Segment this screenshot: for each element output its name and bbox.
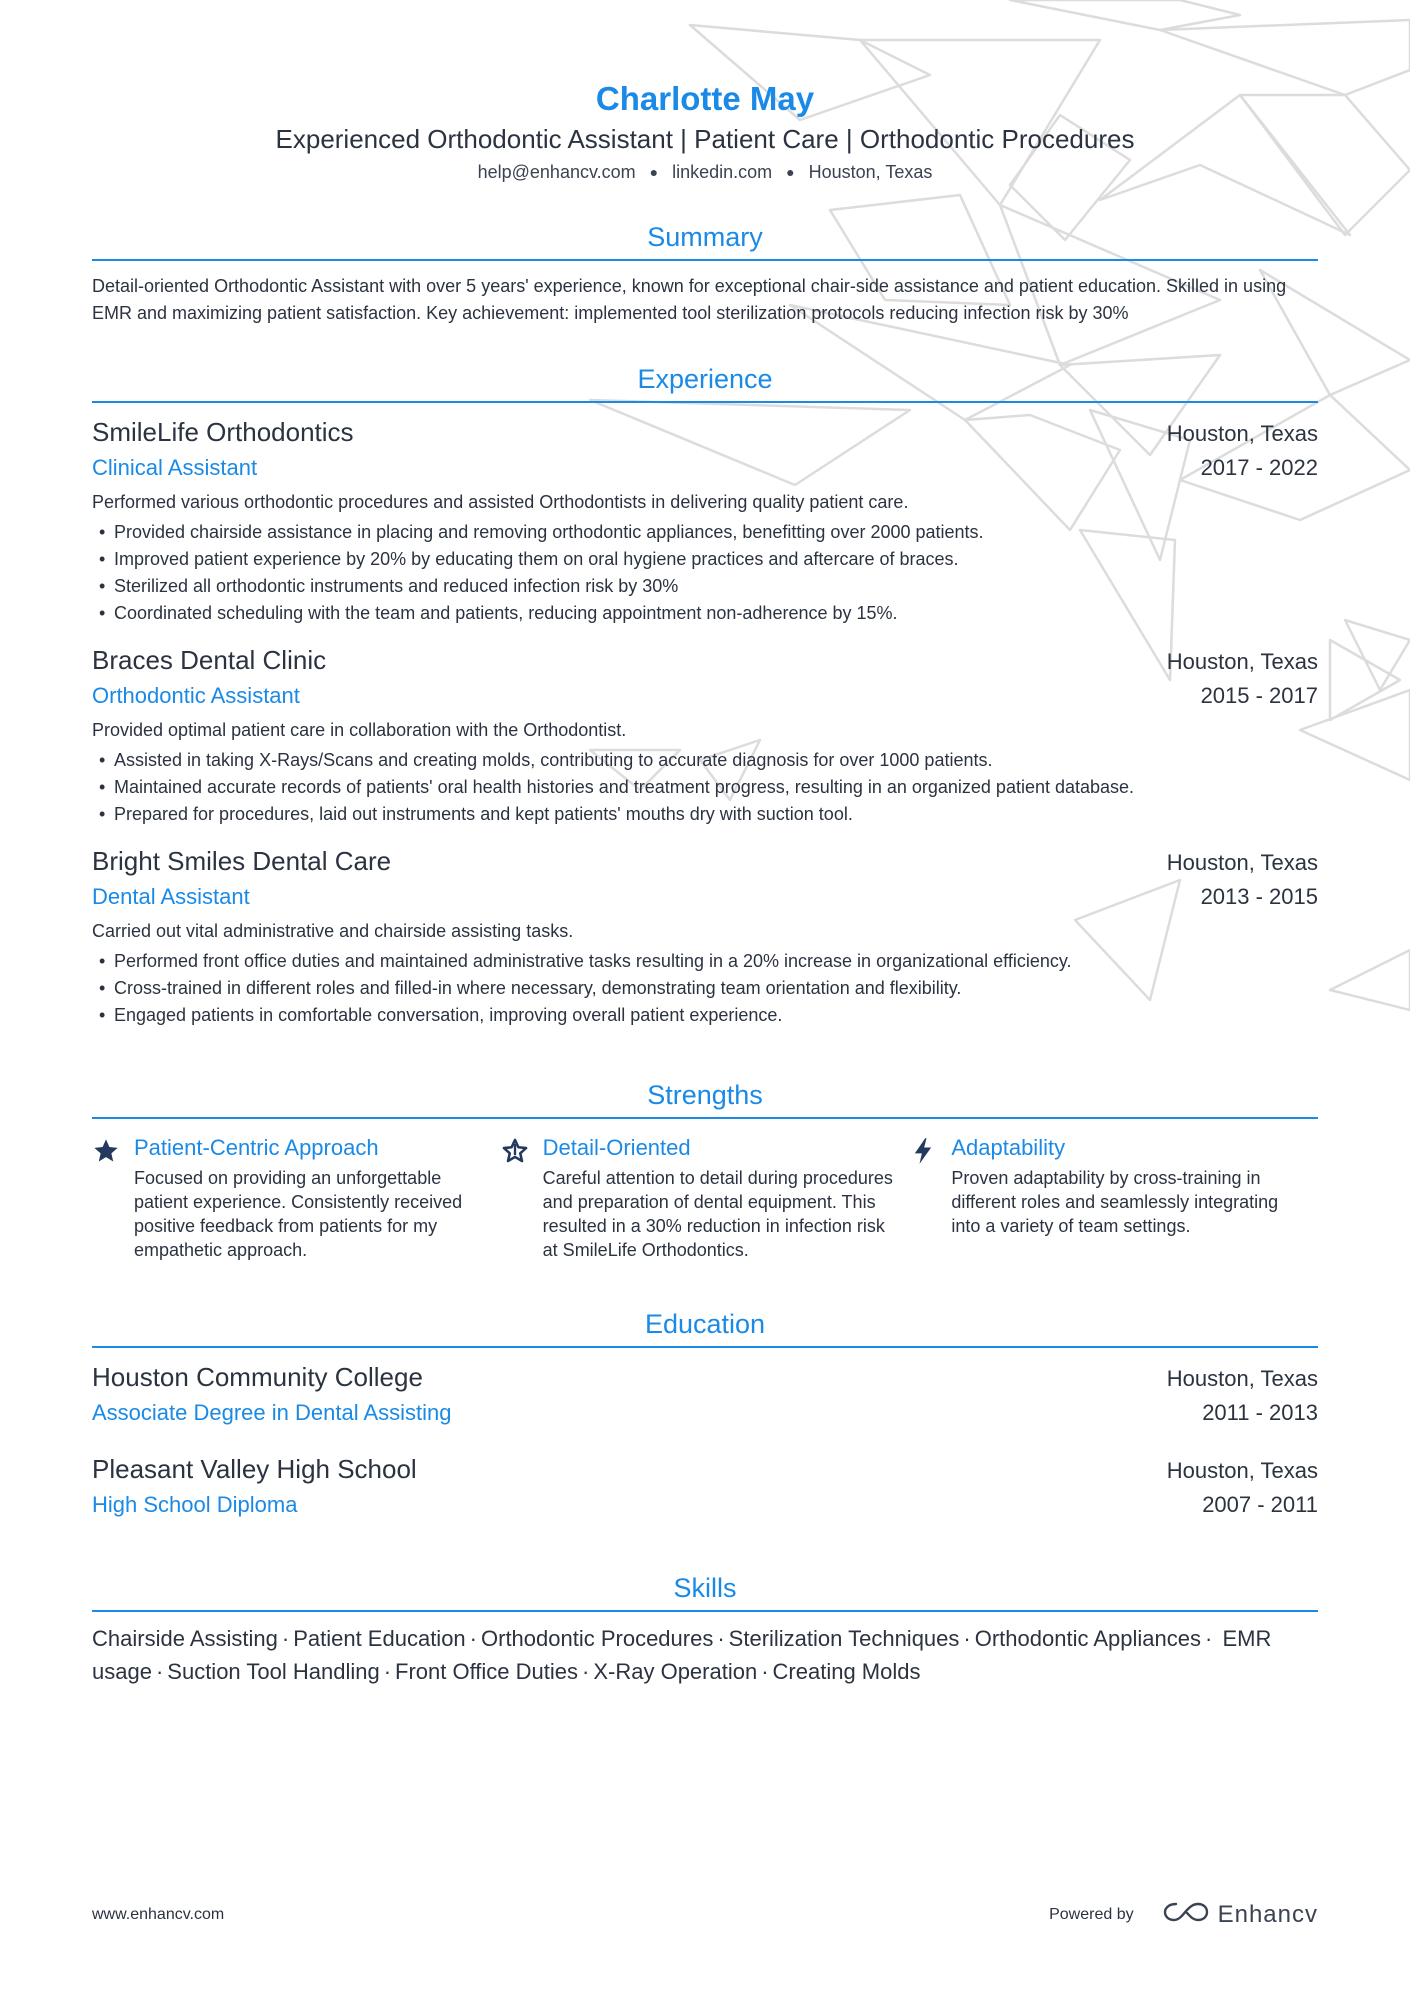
company-name: SmileLife Orthodontics (92, 417, 354, 447)
job-location: Houston, Texas (1166, 850, 1318, 875)
list-item: • Performed front office duties and maintained administrative tasks resulting in a 20% increase in organizational efficiency. (92, 948, 1318, 975)
job-dates: 2017 - 2022 (1200, 455, 1318, 480)
list-item: • Cross-trained in different roles and filled-in where necessary, demonstrating team orientation and flexibility. (92, 975, 1318, 1002)
education-entry (92, 1360, 1318, 1430)
star-filled-icon (92, 1133, 134, 1262)
strength-description: Careful attention to detail during procedures and preparation of dental equipment. This resulted in a 30% reduction in infection risk at SmileLife Orthodontics. (542, 1168, 893, 1260)
candidate-name: Charlotte May (595, 80, 815, 117)
list-item: • Provided chairside assistance in placing and removing orthodontic appliances, benefitting over 2000 patients. (92, 519, 1318, 546)
list-item: • Maintained accurate records of patients' oral health histories and treatment progress, resulting in an organized patient database. (92, 774, 1318, 801)
lightning-icon (909, 1133, 951, 1262)
star-outline-icon (501, 1133, 543, 1262)
skill-item: Patient Education (293, 1626, 466, 1651)
footer-branding[interactable] (1049, 1899, 1318, 1930)
education-section (92, 1306, 1318, 1522)
degree-name: Associate Degree in Dental Assisting (92, 1400, 452, 1425)
job-title: Orthodontic Assistant (92, 683, 300, 708)
company-name: Braces Dental Clinic (92, 645, 327, 675)
skills-list: Chairside Assisting · Patient Education · Orthodontic Procedures · Sterilization Techniques · Orthodontic Appliances · EMR usage · Suction Tool Handling · Front Office Duties · X-Ray Operation · Creating Molds (92, 1626, 1272, 1684)
school-location: Houston, Texas (1166, 1366, 1318, 1391)
job-description: Provided optimal patient care in collaboration with the Orthodontist. (92, 720, 627, 740)
job-description: Performed various orthodontic procedures and assisted Orthodontists in delivering quality patient care. (92, 492, 909, 512)
strength-title: Patient-Centric Approach (134, 1135, 379, 1160)
strengths-section (92, 1077, 1318, 1262)
separator-dot: ● (649, 164, 659, 180)
list-item: • Coordinated scheduling with the team and patients, reducing appointment non-adherence by 15%. (92, 600, 1318, 627)
email-link[interactable]: help@enhancv.com (477, 162, 636, 182)
brand-name: Enhancv (1217, 1900, 1318, 1928)
powered-by-label: Powered by (1049, 1905, 1134, 1923)
job-title: Clinical Assistant (92, 455, 258, 480)
location-text: Houston, Texas (808, 162, 933, 182)
strength-description: Proven adaptability by cross-training in different roles and seamlessly integrating into a variety of team settings. (951, 1168, 1279, 1236)
job-title: Dental Assistant (92, 884, 250, 909)
job-bullets (92, 948, 1318, 1029)
skill-item: Creating Molds (772, 1659, 921, 1684)
experience-heading: Experience (92, 361, 1318, 403)
list-item: • Engaged patients in comfortable conversation, improving overall patient experience. (92, 1002, 1318, 1029)
summary-heading: Summary (92, 219, 1318, 261)
linkedin-link[interactable]: linkedin.com (672, 162, 773, 182)
summary-section (92, 219, 1318, 327)
education-dates: 2011 - 2013 (1202, 1400, 1318, 1425)
contact-line (92, 159, 1318, 185)
resume-page (92, 0, 1318, 1688)
school-location: Houston, Texas (1166, 1458, 1318, 1483)
degree-name: High School Diploma (92, 1492, 298, 1517)
list-item: • Sterilized all orthodontic instruments and reduced infection risk by 30% (92, 573, 1318, 600)
strength-item (92, 1133, 501, 1262)
list-item: • Improved patient experience by 20% by educating them on oral hygiene practices and aftercare of braces. (92, 546, 1318, 573)
skills-heading: Skills (92, 1570, 1318, 1612)
job-dates: 2013 - 2015 (1200, 884, 1318, 909)
experience-entry (92, 844, 1318, 1029)
list-item: • Assisted in taking X-Rays/Scans and creating molds, contributing to accurate diagnosis for over 1000 patients. (92, 747, 1318, 774)
company-name: Bright Smiles Dental Care (92, 846, 392, 876)
school-name: Houston Community College (92, 1362, 423, 1392)
strength-item (501, 1133, 910, 1262)
education-dates: 2007 - 2011 (1202, 1492, 1318, 1517)
skill-item: Suction Tool Handling (167, 1659, 380, 1684)
school-name: Pleasant Valley High School (92, 1454, 417, 1484)
experience-entry (92, 643, 1318, 828)
resume-header (92, 0, 1318, 185)
skills-section (92, 1570, 1318, 1688)
job-bullets (92, 747, 1318, 828)
list-item: • Prepared for procedures, laid out instruments and kept patients' mouths dry with suction tool. (92, 801, 1318, 828)
education-entry (92, 1452, 1318, 1522)
candidate-headline: Experienced Orthodontic Assistant | Patient Care | Orthodontic Procedures (275, 124, 1135, 154)
job-dates: 2015 - 2017 (1200, 683, 1318, 708)
strength-item (909, 1133, 1318, 1262)
experience-entry (92, 415, 1318, 627)
skill-item: Orthodontic Appliances (974, 1626, 1201, 1651)
strength-title: Adaptability (951, 1135, 1066, 1160)
job-location: Houston, Texas (1166, 421, 1318, 446)
strength-description: Focused on providing an unforgettable patient experience. Consistently received positive feedback from patients for my empathetic approach. (134, 1168, 463, 1260)
separator-dot: ● (786, 164, 795, 180)
skill-item: X-Ray Operation (593, 1659, 758, 1684)
experience-section (92, 361, 1318, 1029)
skill-item: Orthodontic Procedures (481, 1626, 714, 1651)
strengths-heading: Strengths (92, 1077, 1318, 1119)
education-heading: Education (92, 1306, 1318, 1348)
footer-website[interactable]: www.enhancv.com (92, 1906, 225, 1923)
job-location: Houston, Texas (1166, 649, 1318, 674)
job-bullets (92, 519, 1318, 627)
skill-item: Front Office Duties (395, 1659, 579, 1684)
job-description: Carried out vital administrative and chairside assisting tasks. (92, 921, 574, 941)
skill-item: EMR usage (92, 1626, 1272, 1684)
enhancv-logo-icon (1162, 1899, 1210, 1930)
skill-item: Chairside Assisting (92, 1626, 278, 1651)
summary-text: Detail-oriented Orthodontic Assistant with over 5 years' experience, known for exceptional chair-side assistance and patient education. Skilled in using EMR and maximizing patient satisfaction. Key achievement: implemented tool sterilization protocols reducing infection risk by 30% (92, 276, 1287, 323)
strength-title: Detail-Oriented (542, 1135, 691, 1160)
skill-item: Sterilization Techniques (728, 1626, 960, 1651)
